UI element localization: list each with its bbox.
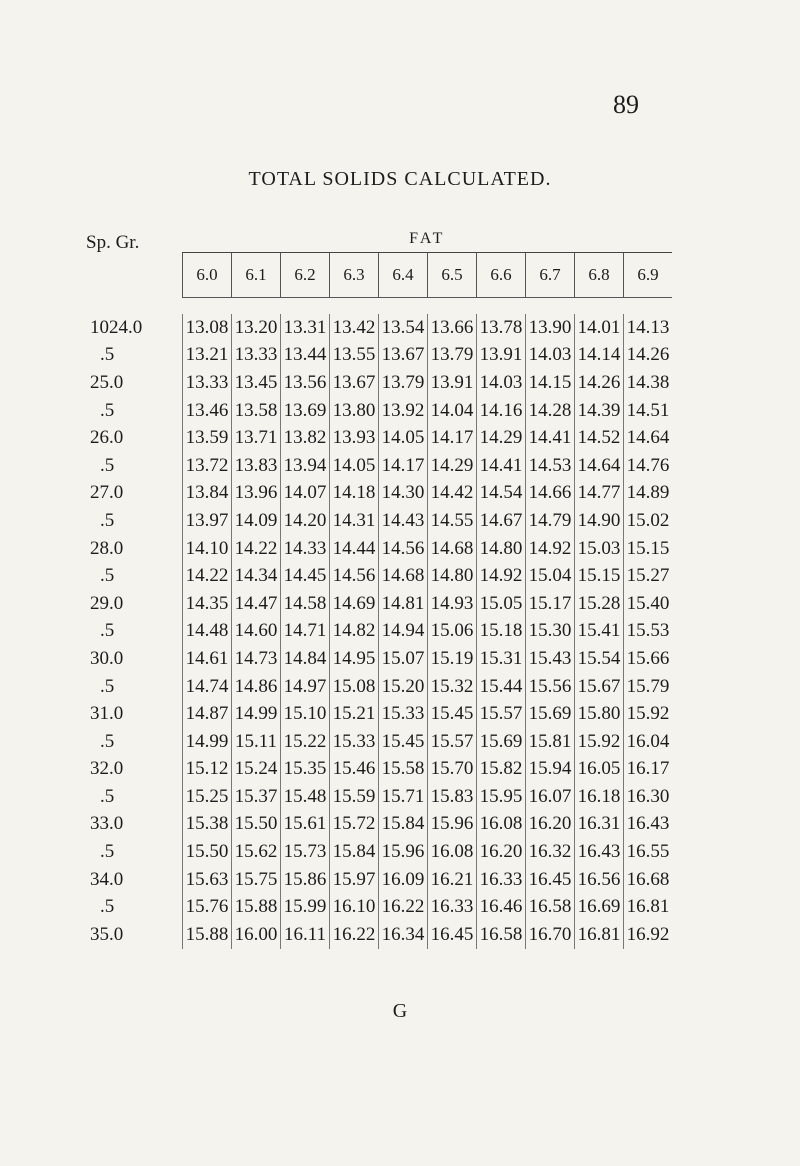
sp-gr-label: 34.0 bbox=[90, 868, 124, 890]
table-cell: 14.92 bbox=[477, 562, 526, 590]
table-cell: 15.05 bbox=[477, 590, 526, 618]
header-separator bbox=[86, 298, 672, 315]
table-cell: 15.75 bbox=[232, 866, 281, 894]
table-cell: 13.45 bbox=[232, 369, 281, 397]
table-cell: 14.66 bbox=[526, 480, 575, 508]
table-cell: 15.15 bbox=[624, 535, 673, 563]
table-cell: 14.60 bbox=[232, 618, 281, 646]
table-cell: 14.16 bbox=[477, 397, 526, 425]
table-cell: 15.84 bbox=[330, 838, 379, 866]
table-cell: 13.46 bbox=[183, 397, 232, 425]
table-cell: 15.27 bbox=[624, 562, 673, 590]
signature-mark: G bbox=[392, 1000, 408, 1022]
table-cell: 15.44 bbox=[477, 673, 526, 701]
table-cell: 16.43 bbox=[575, 838, 624, 866]
table-cell: 16.56 bbox=[575, 866, 624, 894]
table-cell: 16.04 bbox=[624, 728, 673, 756]
table-cell: 13.79 bbox=[428, 342, 477, 370]
table-cell: 14.03 bbox=[526, 342, 575, 370]
table-cell: 15.80 bbox=[575, 700, 624, 728]
table-cell: 13.67 bbox=[379, 342, 428, 370]
table-cell: 13.54 bbox=[379, 314, 428, 342]
table-cell: 14.13 bbox=[624, 314, 673, 342]
table-cell: 15.88 bbox=[183, 921, 232, 949]
table-row bbox=[86, 728, 672, 756]
table-cell: 15.54 bbox=[575, 645, 624, 673]
table-row bbox=[86, 756, 672, 784]
table-cell: 16.81 bbox=[624, 893, 673, 921]
table-cell: 15.33 bbox=[330, 728, 379, 756]
table-cell: 14.64 bbox=[575, 452, 624, 480]
table-cell: 16.21 bbox=[428, 866, 477, 894]
table-cell: 14.05 bbox=[379, 424, 428, 452]
table-cell: 15.96 bbox=[428, 811, 477, 839]
table-cell: 14.79 bbox=[526, 507, 575, 535]
table-cell: 14.44 bbox=[330, 535, 379, 563]
table-cell: 15.32 bbox=[428, 673, 477, 701]
table-cell: 14.41 bbox=[477, 452, 526, 480]
table-cell: 14.87 bbox=[183, 700, 232, 728]
table-cell: 15.76 bbox=[183, 893, 232, 921]
table-row bbox=[86, 369, 672, 397]
total-solids-table bbox=[86, 218, 672, 949]
table-cell: 14.61 bbox=[183, 645, 232, 673]
table-cell: 14.77 bbox=[575, 480, 624, 508]
table-cell: 15.67 bbox=[575, 673, 624, 701]
table-cell: 14.73 bbox=[232, 645, 281, 673]
table-cell: 15.31 bbox=[477, 645, 526, 673]
table-cell: 14.17 bbox=[428, 424, 477, 452]
table-cell: 14.56 bbox=[379, 535, 428, 563]
table-cell: 15.45 bbox=[428, 700, 477, 728]
sp-gr-label: 25.0 bbox=[90, 371, 124, 393]
table-cell: 13.56 bbox=[281, 369, 330, 397]
table-cell: 14.68 bbox=[379, 562, 428, 590]
table-cell: 13.67 bbox=[330, 369, 379, 397]
table-cell: 16.08 bbox=[428, 838, 477, 866]
table-cell: 14.39 bbox=[575, 397, 624, 425]
fat-column-header: 6.0 bbox=[183, 253, 232, 298]
sp-gr-label: .5 bbox=[100, 896, 115, 918]
sp-gr-label: .5 bbox=[100, 454, 115, 476]
fat-header: FAT bbox=[183, 218, 673, 253]
table-cell: 15.95 bbox=[477, 783, 526, 811]
table-cell: 16.69 bbox=[575, 893, 624, 921]
fat-column-header: 6.6 bbox=[477, 253, 526, 298]
table-row bbox=[86, 673, 672, 701]
table-row bbox=[86, 811, 672, 839]
table-cell: 15.15 bbox=[575, 562, 624, 590]
sp-gr-label: .5 bbox=[100, 399, 115, 421]
table-cell: 16.31 bbox=[575, 811, 624, 839]
table-cell: 15.20 bbox=[379, 673, 428, 701]
table-cell: 13.58 bbox=[232, 397, 281, 425]
fat-column-header: 6.4 bbox=[379, 253, 428, 298]
table-cell: 14.18 bbox=[330, 480, 379, 508]
table-cell: 14.42 bbox=[428, 480, 477, 508]
table-cell: 15.35 bbox=[281, 756, 330, 784]
table-row bbox=[86, 480, 672, 508]
table-cell: 14.29 bbox=[477, 424, 526, 452]
table-cell: 13.94 bbox=[281, 452, 330, 480]
table-cell: 14.07 bbox=[281, 480, 330, 508]
table-cell: 15.28 bbox=[575, 590, 624, 618]
sp-gr-label: 30.0 bbox=[90, 647, 124, 669]
table-cell: 16.45 bbox=[428, 921, 477, 949]
table-cell: 16.92 bbox=[624, 921, 673, 949]
table-cell: 14.67 bbox=[477, 507, 526, 535]
table-cell: 15.58 bbox=[379, 756, 428, 784]
table-cell: 15.48 bbox=[281, 783, 330, 811]
table-cell: 16.08 bbox=[477, 811, 526, 839]
table-cell: 16.33 bbox=[428, 893, 477, 921]
table-cell: 15.17 bbox=[526, 590, 575, 618]
table-cell: 16.34 bbox=[379, 921, 428, 949]
table-cell: 15.62 bbox=[232, 838, 281, 866]
table-row bbox=[86, 397, 672, 425]
sp-gr-header: Sp. Gr. bbox=[86, 232, 140, 253]
table-cell: 14.22 bbox=[183, 562, 232, 590]
table-cell: 15.79 bbox=[624, 673, 673, 701]
table-cell: 14.95 bbox=[330, 645, 379, 673]
page-title: TOTAL SOLIDS CALCULATED. bbox=[248, 168, 552, 190]
sp-gr-label: 29.0 bbox=[90, 592, 124, 614]
page-number: 89 bbox=[613, 90, 639, 119]
sp-gr-label: 28.0 bbox=[90, 537, 124, 559]
sp-gr-label: 33.0 bbox=[90, 813, 124, 835]
table-cell: 14.99 bbox=[232, 700, 281, 728]
table-cell: 16.22 bbox=[330, 921, 379, 949]
table-cell: 15.92 bbox=[575, 728, 624, 756]
table-cell: 14.15 bbox=[526, 369, 575, 397]
table-cell: 16.30 bbox=[624, 783, 673, 811]
table-cell: 15.07 bbox=[379, 645, 428, 673]
table-cell: 16.09 bbox=[379, 866, 428, 894]
table-cell: 15.24 bbox=[232, 756, 281, 784]
table-cell: 13.44 bbox=[281, 342, 330, 370]
table-cell: 14.26 bbox=[624, 342, 673, 370]
table-cell: 15.84 bbox=[379, 811, 428, 839]
table-cell: 15.57 bbox=[428, 728, 477, 756]
table-cell: 14.26 bbox=[575, 369, 624, 397]
table-cell: 15.88 bbox=[232, 893, 281, 921]
table-cell: 13.20 bbox=[232, 314, 281, 342]
table-cell: 16.10 bbox=[330, 893, 379, 921]
table-cell: 14.90 bbox=[575, 507, 624, 535]
table-cell: 14.97 bbox=[281, 673, 330, 701]
table-cell: 14.28 bbox=[526, 397, 575, 425]
sp-gr-label: .5 bbox=[100, 785, 115, 807]
table-cell: 13.21 bbox=[183, 342, 232, 370]
table-cell: 15.66 bbox=[624, 645, 673, 673]
table-cell: 14.84 bbox=[281, 645, 330, 673]
table-cell: 14.81 bbox=[379, 590, 428, 618]
table-cell: 14.56 bbox=[330, 562, 379, 590]
table-cell: 15.06 bbox=[428, 618, 477, 646]
table-cell: 14.94 bbox=[379, 618, 428, 646]
table-row bbox=[86, 507, 672, 535]
table-cell: 15.41 bbox=[575, 618, 624, 646]
table-cell: 13.97 bbox=[183, 507, 232, 535]
table-cell: 13.96 bbox=[232, 480, 281, 508]
table-cell: 15.97 bbox=[330, 866, 379, 894]
table-cell: 14.29 bbox=[428, 452, 477, 480]
table-cell: 14.01 bbox=[575, 314, 624, 342]
table-cell: 15.12 bbox=[183, 756, 232, 784]
sp-gr-label: 26.0 bbox=[90, 427, 124, 449]
table-row bbox=[86, 921, 672, 949]
table-cell: 16.11 bbox=[281, 921, 330, 949]
table-cell: 16.58 bbox=[526, 893, 575, 921]
sp-gr-label: .5 bbox=[100, 620, 115, 642]
table-cell: 13.69 bbox=[281, 397, 330, 425]
table-cell: 14.17 bbox=[379, 452, 428, 480]
sp-gr-label: .5 bbox=[100, 730, 115, 752]
table-cell: 14.51 bbox=[624, 397, 673, 425]
table-cell: 16.33 bbox=[477, 866, 526, 894]
table-cell: 15.43 bbox=[526, 645, 575, 673]
table-row bbox=[86, 700, 672, 728]
table-cell: 13.93 bbox=[330, 424, 379, 452]
table-cell: 15.81 bbox=[526, 728, 575, 756]
table-cell: 15.73 bbox=[281, 838, 330, 866]
table-cell: 14.68 bbox=[428, 535, 477, 563]
table-row bbox=[86, 562, 672, 590]
table-cell: 15.99 bbox=[281, 893, 330, 921]
table-cell: 14.74 bbox=[183, 673, 232, 701]
table-cell: 15.37 bbox=[232, 783, 281, 811]
table-cell: 15.18 bbox=[477, 618, 526, 646]
table-cell: 14.69 bbox=[330, 590, 379, 618]
table-cell: 13.42 bbox=[330, 314, 379, 342]
table-cell: 16.00 bbox=[232, 921, 281, 949]
table-row bbox=[86, 645, 672, 673]
table-cell: 14.14 bbox=[575, 342, 624, 370]
table-cell: 16.70 bbox=[526, 921, 575, 949]
table-cell: 16.46 bbox=[477, 893, 526, 921]
table-cell: 14.33 bbox=[281, 535, 330, 563]
table-row bbox=[86, 618, 672, 646]
table-cell: 14.47 bbox=[232, 590, 281, 618]
table-cell: 13.72 bbox=[183, 452, 232, 480]
table-cell: 14.52 bbox=[575, 424, 624, 452]
table-cell: 14.48 bbox=[183, 618, 232, 646]
table-cell: 14.76 bbox=[624, 452, 673, 480]
table-cell: 15.08 bbox=[330, 673, 379, 701]
fat-column-header: 6.5 bbox=[428, 253, 477, 298]
table-cell: 16.68 bbox=[624, 866, 673, 894]
table-cell: 15.11 bbox=[232, 728, 281, 756]
table-cell: 15.92 bbox=[624, 700, 673, 728]
table-cell: 15.10 bbox=[281, 700, 330, 728]
table-cell: 13.08 bbox=[183, 314, 232, 342]
table-cell: 15.61 bbox=[281, 811, 330, 839]
fat-column-header: 6.8 bbox=[575, 253, 624, 298]
table-cell: 16.58 bbox=[477, 921, 526, 949]
sp-gr-label: .5 bbox=[100, 675, 115, 697]
table-cell: 14.93 bbox=[428, 590, 477, 618]
fat-column-header: 6.9 bbox=[624, 253, 673, 298]
table-row bbox=[86, 590, 672, 618]
table-cell: 15.02 bbox=[624, 507, 673, 535]
table-cell: 15.45 bbox=[379, 728, 428, 756]
table-cell: 15.83 bbox=[428, 783, 477, 811]
table-row bbox=[86, 866, 672, 894]
sp-gr-label: .5 bbox=[100, 841, 115, 863]
sp-gr-label: 35.0 bbox=[90, 923, 124, 945]
table-cell: 14.04 bbox=[428, 397, 477, 425]
table-cell: 15.25 bbox=[183, 783, 232, 811]
table-cell: 14.03 bbox=[477, 369, 526, 397]
sp-gr-label: 31.0 bbox=[90, 703, 124, 725]
table-row bbox=[86, 314, 672, 342]
table-cell: 14.41 bbox=[526, 424, 575, 452]
table-cell: 15.82 bbox=[477, 756, 526, 784]
table-cell: 13.59 bbox=[183, 424, 232, 452]
table-cell: 16.81 bbox=[575, 921, 624, 949]
table-cell: 16.45 bbox=[526, 866, 575, 894]
table-cell: 14.55 bbox=[428, 507, 477, 535]
table-cell: 15.03 bbox=[575, 535, 624, 563]
fat-column-header: 6.7 bbox=[526, 253, 575, 298]
table-cell: 13.84 bbox=[183, 480, 232, 508]
fat-column-header: 6.1 bbox=[232, 253, 281, 298]
table-cell: 15.86 bbox=[281, 866, 330, 894]
table-cell: 15.38 bbox=[183, 811, 232, 839]
table-cell: 14.58 bbox=[281, 590, 330, 618]
table-cell: 15.53 bbox=[624, 618, 673, 646]
sp-gr-label: .5 bbox=[100, 344, 115, 366]
table-cell: 14.64 bbox=[624, 424, 673, 452]
table-cell: 14.89 bbox=[624, 480, 673, 508]
table-cell: 16.22 bbox=[379, 893, 428, 921]
table-cell: 15.30 bbox=[526, 618, 575, 646]
table-cell: 14.35 bbox=[183, 590, 232, 618]
table-cell: 16.20 bbox=[526, 811, 575, 839]
table-cell: 15.69 bbox=[526, 700, 575, 728]
table-cell: 15.72 bbox=[330, 811, 379, 839]
table-row bbox=[86, 424, 672, 452]
table-cell: 13.55 bbox=[330, 342, 379, 370]
table-cell: 14.30 bbox=[379, 480, 428, 508]
fat-column-header: 6.3 bbox=[330, 253, 379, 298]
table-cell: 13.66 bbox=[428, 314, 477, 342]
table-cell: 15.94 bbox=[526, 756, 575, 784]
table-cell: 14.09 bbox=[232, 507, 281, 535]
table-row bbox=[86, 535, 672, 563]
table-cell: 15.50 bbox=[232, 811, 281, 839]
table-row bbox=[86, 893, 672, 921]
table-cell: 13.78 bbox=[477, 314, 526, 342]
table-row bbox=[86, 452, 672, 480]
table-cell: 15.70 bbox=[428, 756, 477, 784]
table-cell: 14.43 bbox=[379, 507, 428, 535]
table-cell: 15.69 bbox=[477, 728, 526, 756]
table-cell: 14.54 bbox=[477, 480, 526, 508]
table-cell: 16.43 bbox=[624, 811, 673, 839]
table-cell: 13.91 bbox=[477, 342, 526, 370]
table-row bbox=[86, 342, 672, 370]
table-cell: 15.50 bbox=[183, 838, 232, 866]
table-cell: 14.82 bbox=[330, 618, 379, 646]
table-cell: 13.33 bbox=[183, 369, 232, 397]
table-cell: 15.04 bbox=[526, 562, 575, 590]
table-cell: 16.17 bbox=[624, 756, 673, 784]
table-cell: 14.53 bbox=[526, 452, 575, 480]
table-cell: 13.71 bbox=[232, 424, 281, 452]
table-cell: 16.18 bbox=[575, 783, 624, 811]
sp-gr-label: 32.0 bbox=[90, 758, 124, 780]
table-cell: 15.33 bbox=[379, 700, 428, 728]
table-cell: 14.92 bbox=[526, 535, 575, 563]
table-cell: 14.22 bbox=[232, 535, 281, 563]
table-cell: 14.71 bbox=[281, 618, 330, 646]
table-cell: 13.80 bbox=[330, 397, 379, 425]
sp-gr-label: 1024.0 bbox=[90, 316, 143, 338]
table-cell: 14.31 bbox=[330, 507, 379, 535]
table-cell: 15.96 bbox=[379, 838, 428, 866]
table-cell: 15.19 bbox=[428, 645, 477, 673]
table-cell: 13.79 bbox=[379, 369, 428, 397]
table-cell: 13.82 bbox=[281, 424, 330, 452]
table-cell: 15.71 bbox=[379, 783, 428, 811]
table-cell: 14.34 bbox=[232, 562, 281, 590]
table-cell: 14.38 bbox=[624, 369, 673, 397]
table-cell: 14.05 bbox=[330, 452, 379, 480]
table-cell: 15.46 bbox=[330, 756, 379, 784]
table-row bbox=[86, 838, 672, 866]
table-cell: 13.31 bbox=[281, 314, 330, 342]
table-cell: 16.05 bbox=[575, 756, 624, 784]
table-cell: 15.22 bbox=[281, 728, 330, 756]
table-row bbox=[86, 783, 672, 811]
table-cell: 16.07 bbox=[526, 783, 575, 811]
table-cell: 15.63 bbox=[183, 866, 232, 894]
table-cell: 14.80 bbox=[428, 562, 477, 590]
table-body bbox=[86, 314, 672, 949]
table-cell: 16.32 bbox=[526, 838, 575, 866]
table-cell: 13.90 bbox=[526, 314, 575, 342]
table-cell: 14.99 bbox=[183, 728, 232, 756]
table-cell: 14.20 bbox=[281, 507, 330, 535]
table-cell: 15.59 bbox=[330, 783, 379, 811]
table-cell: 13.33 bbox=[232, 342, 281, 370]
table-cell: 14.80 bbox=[477, 535, 526, 563]
sp-gr-label: .5 bbox=[100, 565, 115, 587]
sp-gr-label: 27.0 bbox=[90, 482, 124, 504]
table-cell: 16.55 bbox=[624, 838, 673, 866]
table-cell: 14.45 bbox=[281, 562, 330, 590]
sp-gr-label: .5 bbox=[100, 509, 115, 531]
table-cell: 14.86 bbox=[232, 673, 281, 701]
table-cell: 14.10 bbox=[183, 535, 232, 563]
table-cell: 13.83 bbox=[232, 452, 281, 480]
table-cell: 16.20 bbox=[477, 838, 526, 866]
table-cell: 15.40 bbox=[624, 590, 673, 618]
table-cell: 15.57 bbox=[477, 700, 526, 728]
table-cell: 15.56 bbox=[526, 673, 575, 701]
table-cell: 15.21 bbox=[330, 700, 379, 728]
table-cell: 13.92 bbox=[379, 397, 428, 425]
fat-column-header: 6.2 bbox=[281, 253, 330, 298]
table-cell: 13.91 bbox=[428, 369, 477, 397]
